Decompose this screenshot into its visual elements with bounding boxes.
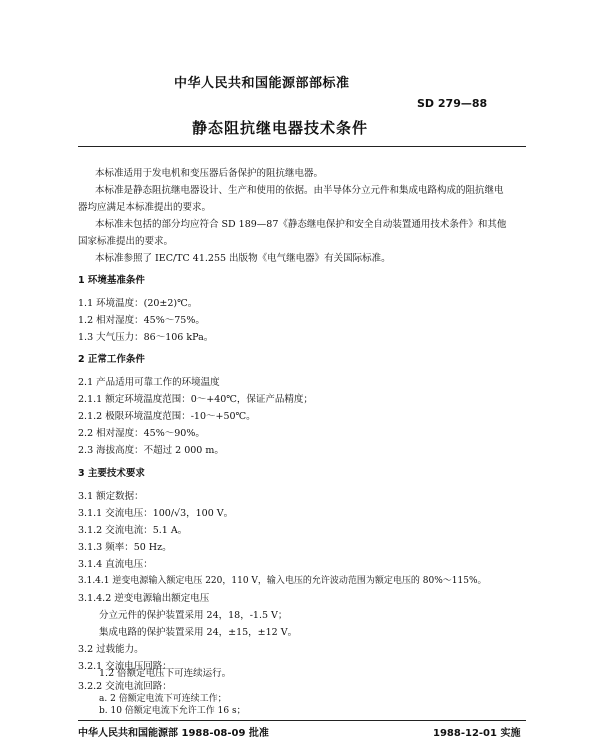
intro-line-2: 本标准是静态阻抗继电器设计、生产和使用的依据。由半导体分立元件和集成电路构成的阻抗继电 — [95, 185, 504, 196]
clause-3-1-3: 3.1.3 频率：50 Hz。 — [78, 542, 172, 553]
clause-3-2-2: 3.2.2 交流电流回路： — [78, 681, 172, 692]
standard-code: SD 279—88 — [417, 97, 488, 110]
clause-2-1-1: 2.1.1 额定环境温度范围：0～+40℃，保证产品精度； — [78, 394, 313, 405]
clause-2-1-2: 2.1.2 极限环境温度范围：-10～+50℃。 — [78, 411, 256, 422]
clause-3-1-1: 3.1.1 交流电压：100/√3，100 V。 — [78, 508, 234, 519]
section-2-heading: 2 正常工作条件 — [78, 354, 145, 365]
clause-3-2: 3.2 过载能力。 — [78, 644, 144, 655]
clause-3-1-2: 3.1.2 交流电流：5.1 A。 — [78, 525, 188, 536]
intro-line-3: 器均应满足本标准提出的要求。 — [78, 202, 212, 213]
clause-3-1-4-1: 3.1.4.1 逆变电源输入额定电压 220，110 V，输入电压的允许波动范围为额定电压的 80%～115%。 — [78, 576, 487, 586]
effective-date: 1988-12-01 实施 — [433, 728, 521, 739]
current-overload-item-a: a. 2 倍额定电流下可连续工作； — [99, 694, 227, 704]
document-title: 静态阻抗继电器技术条件 — [192, 119, 369, 137]
footer-divider — [78, 720, 526, 721]
current-overload-item-b: b. 10 倍额定电流下允许工作 16 s； — [99, 706, 246, 716]
clause-3-1-4-2: 3.1.4.2 逆变电源输出额定电压 — [78, 593, 210, 604]
intro-line-1: 本标准适用于发电机和变压器后备保护的阻抗继电器。 — [95, 168, 324, 179]
intro-line-4: 本标准未包括的部分均应符合 SD 189—87《静态继电保护和安全自动装置通用技术条件》和其他 — [95, 219, 507, 230]
clause-1-2: 1.2 相对湿度：45%～75%。 — [78, 315, 205, 326]
intro-line-5: 国家标准提出的要求。 — [78, 236, 174, 247]
clause-3-1-4: 3.1.4 直流电压： — [78, 559, 153, 570]
clause-1-3: 1.3 大气压力：86～106 kPa。 — [78, 332, 214, 343]
approval-date: 中华人民共和国能源部 1988-08-09 批准 — [78, 728, 269, 739]
intro-line-6: 本标准参照了 IEC/TC 41.255 出版物《电气继电器》有关国际标准。 — [95, 253, 391, 264]
clause-3-2-1: 3.2.1 交流电压回路： — [78, 661, 172, 672]
section-3-heading: 3 主要技术要求 — [78, 468, 145, 479]
discrete-component-voltage: 分立元件的保护装置采用 24，18，-1.5 V； — [99, 610, 288, 621]
standard-org-header: 中华人民共和国能源部部标准 — [174, 76, 350, 91]
clause-2-2: 2.2 相对湿度：45%～90%。 — [78, 428, 205, 439]
voltage-overload-note: 1.2 倍额定电压下可连续运行。 — [99, 668, 232, 679]
clause-3-1: 3.1 额定数据： — [78, 491, 144, 502]
section-1-heading: 1 环境基准条件 — [78, 275, 145, 286]
integrated-circuit-voltage: 集成电路的保护装置采用 24，±15，±12 V。 — [99, 627, 298, 638]
header-divider — [78, 146, 526, 147]
clause-2-1: 2.1 产品适用可靠工作的环境温度 — [78, 377, 220, 388]
clause-2-3: 2.3 海拔高度：不超过 2 000 m。 — [78, 445, 224, 456]
clause-1-1: 1.1 环境温度：(20±2)℃。 — [78, 298, 198, 309]
